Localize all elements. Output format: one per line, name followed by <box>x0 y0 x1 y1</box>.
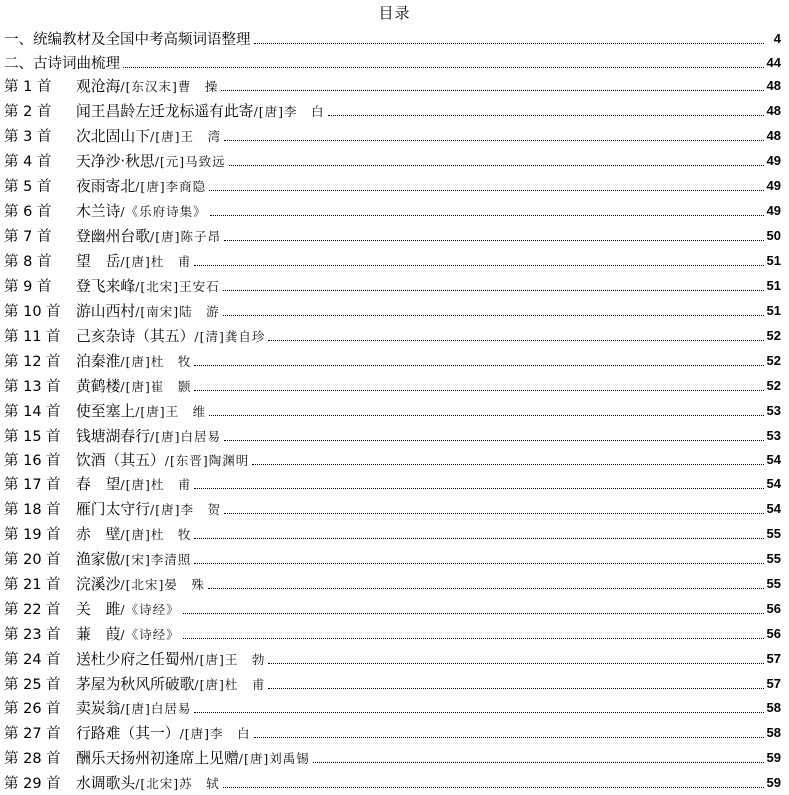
poem-number: 第 23 首 <box>4 626 61 643</box>
dot-leader <box>123 67 764 68</box>
toc-page-number: 56 <box>766 600 781 616</box>
dot-leader <box>224 240 764 241</box>
poem-author: /[唐]杜 甫 <box>120 253 192 269</box>
dot-leader <box>254 43 765 44</box>
toc-entry-poem-27[interactable] <box>4 721 781 743</box>
poem-number: 第 24 首 <box>4 651 61 668</box>
dot-leader <box>194 265 763 266</box>
poem-number: 第 26 首 <box>4 700 61 717</box>
toc-page-number: 49 <box>766 177 781 193</box>
toc-entry-poem-28[interactable] <box>4 746 781 768</box>
poem-entry <box>76 523 191 544</box>
dot-leader <box>268 688 763 689</box>
toc-page-number: 55 <box>766 550 781 566</box>
poem-title: 木兰诗 <box>76 202 121 220</box>
poem-author: /[唐]李商隐 <box>135 178 207 194</box>
poem-title: 游山西村 <box>76 302 136 320</box>
poem-author: /[唐]崔 颢 <box>120 378 192 394</box>
poem-number: 第 12 首 <box>4 353 61 370</box>
toc-entry-poem-8[interactable] <box>4 249 781 271</box>
poem-entry <box>76 250 191 271</box>
poem-title: 蒹 葭 <box>76 625 121 643</box>
poem-entry <box>76 200 207 221</box>
poem-author: /[唐]李 贺 <box>150 501 221 517</box>
toc-entry-poem-18[interactable] <box>4 497 781 519</box>
poem-title: 闻王昌龄左迁龙标遥有此寄 <box>76 102 254 120</box>
poem-number: 第 8 首 <box>4 253 52 270</box>
poem-title: 茅屋为秋风所破歌 <box>76 675 195 693</box>
dot-leader <box>224 140 764 141</box>
poem-title: 浣溪沙 <box>76 575 121 593</box>
poem-number: 第 25 首 <box>4 676 61 693</box>
dot-leader <box>252 464 763 465</box>
dot-leader <box>223 787 764 788</box>
toc-page-number: 48 <box>766 127 781 143</box>
toc-page-number: 49 <box>766 202 781 218</box>
poem-number: 第 6 首 <box>4 203 52 220</box>
toc-page-number: 54 <box>766 475 781 491</box>
poem-entry <box>76 473 191 494</box>
toc-page-number: 59 <box>766 749 781 765</box>
poem-number: 第 13 首 <box>4 378 61 395</box>
poem-title: 己亥杂诗（其五） <box>76 327 195 345</box>
dot-leader <box>194 488 763 489</box>
poem-entry <box>76 648 265 669</box>
poem-author: /[唐]白居易 <box>120 700 192 716</box>
poem-author: /[唐]王 勃 <box>194 651 266 667</box>
poem-entry <box>76 673 265 694</box>
poem-author: /[唐]杜 牧 <box>120 526 192 542</box>
toc-entry-poem-9[interactable] <box>4 274 781 296</box>
poem-title: 关 雎 <box>76 600 121 618</box>
poem-title: 观沧海 <box>76 77 121 95</box>
poem-number: 第 10 首 <box>4 303 61 320</box>
poem-title: 饮酒（其五） <box>76 451 165 469</box>
toc-entry-poem-10[interactable] <box>4 299 781 321</box>
poem-author: /[唐]王 湾 <box>150 128 221 144</box>
poem-author: /[东汉末]曹 操 <box>120 78 219 94</box>
dot-leader <box>194 365 763 366</box>
poem-title: 行路难（其一） <box>76 724 180 742</box>
poem-entry <box>76 598 180 619</box>
poem-entry <box>76 573 205 594</box>
toc-page-number: 55 <box>766 575 781 591</box>
toc-entry-poem-11[interactable] <box>4 324 781 346</box>
poem-entry <box>76 623 180 644</box>
toc-entry-poem-2[interactable] <box>4 99 781 121</box>
poem-author: /[唐]陈子昂 <box>150 228 221 244</box>
poem-entry <box>76 125 221 146</box>
poem-title: 赤 壁 <box>76 525 121 543</box>
poem-number: 第 2 首 <box>4 103 52 120</box>
toc-entry-poem-17[interactable] <box>4 472 781 494</box>
poem-title: 望 岳 <box>76 252 121 270</box>
toc-page-number: 51 <box>766 277 781 293</box>
poem-title: 使至塞上 <box>76 402 136 420</box>
toc-page-number: 52 <box>766 327 781 343</box>
toc-page-number: 48 <box>766 77 781 93</box>
toc-entry-poem-24[interactable] <box>4 647 781 669</box>
toc-entry-poem-13[interactable] <box>4 374 781 396</box>
toc-entry-poem-4[interactable] <box>4 149 781 171</box>
poem-entry <box>76 722 251 743</box>
toc-entry-poem-3[interactable] <box>4 124 781 146</box>
poem-number: 第 15 首 <box>4 428 61 445</box>
poem-title: 酬乐天扬州初逢席上见赠 <box>76 749 239 767</box>
poem-title: 水调歌头 <box>76 774 136 792</box>
poem-entry <box>76 275 220 296</box>
poem-number: 第 20 首 <box>4 551 61 568</box>
poem-author: /[唐]李 白 <box>179 725 251 741</box>
toc-page-number: 44 <box>766 54 781 70</box>
poem-number: 第 5 首 <box>4 178 52 195</box>
poem-number: 第 7 首 <box>4 228 52 245</box>
toc-entry-poem-1[interactable] <box>4 74 781 96</box>
poem-entry <box>76 772 220 793</box>
poem-author: /[北宋]苏 轼 <box>135 775 220 791</box>
poem-number: 第 29 首 <box>4 775 61 792</box>
dot-leader <box>328 115 764 116</box>
poem-entry <box>76 225 221 246</box>
toc-section-label: 一、统编教材及全国中考高频词语整理 <box>4 31 251 48</box>
toc-entry-poem-22[interactable] <box>4 597 781 619</box>
poem-number: 第 11 首 <box>4 328 61 345</box>
poem-entry <box>76 400 206 421</box>
poem-number: 第 22 首 <box>4 601 61 618</box>
toc-page-number: 59 <box>766 774 781 790</box>
poem-author: /[北宋]晏 殊 <box>120 576 205 592</box>
toc-page-number: 54 <box>766 500 781 516</box>
dot-leader <box>224 513 764 514</box>
poem-title: 登幽州台歌 <box>76 227 150 245</box>
poem-title: 卖炭翁 <box>76 699 121 717</box>
poem-entry <box>76 75 218 96</box>
poem-entry <box>76 350 191 371</box>
poem-title: 登飞来峰 <box>76 277 136 295</box>
poem-title: 雁门太守行 <box>76 500 150 518</box>
poem-author: /[唐]李 白 <box>253 103 325 119</box>
toc-page-number: 50 <box>766 227 781 243</box>
toc-section-label: 二、古诗词曲梳理 <box>4 55 120 72</box>
poem-author: /[唐]杜 甫 <box>120 476 192 492</box>
toc-page-number: 53 <box>766 427 781 443</box>
poem-author: /[唐]杜 牧 <box>120 353 192 369</box>
dot-leader <box>194 538 763 539</box>
toc-page-number: 58 <box>766 724 781 740</box>
toc-section-2[interactable] <box>4 51 781 73</box>
poem-author: /[清]龚自珍 <box>194 328 266 344</box>
toc-title: 目录 <box>378 4 411 22</box>
dot-leader <box>221 90 763 91</box>
dot-leader <box>268 663 763 664</box>
poem-title: 次北固山下 <box>76 127 150 145</box>
toc-entry-poem-14[interactable] <box>4 399 781 421</box>
poem-author: /《诗经》 <box>120 601 180 617</box>
dot-leader <box>229 165 764 166</box>
toc-entry-poem-12[interactable] <box>4 349 781 371</box>
poem-entry <box>76 175 206 196</box>
toc-page-number: 48 <box>766 102 781 118</box>
poem-entry <box>76 498 221 519</box>
toc-entry-poem-16[interactable] <box>4 448 781 470</box>
poem-title: 夜雨寄北 <box>76 177 136 195</box>
toc-entry-poem-15[interactable] <box>4 424 781 446</box>
dot-leader <box>313 762 764 763</box>
toc-entry-poem-20[interactable] <box>4 547 781 569</box>
poem-number: 第 28 首 <box>4 750 61 767</box>
toc-page-number: 57 <box>766 650 781 666</box>
poem-entry <box>76 325 265 346</box>
poem-author: /《乐府诗集》 <box>120 203 207 219</box>
dot-leader <box>183 638 764 639</box>
dot-leader <box>254 737 764 738</box>
toc-page-number: 56 <box>766 625 781 641</box>
poem-number: 第 9 首 <box>4 278 52 295</box>
poem-number: 第 21 首 <box>4 576 61 593</box>
poem-author: /[唐]杜 甫 <box>194 676 266 692</box>
poem-author: /[元]马致远 <box>154 153 226 169</box>
poem-number: 第 4 首 <box>4 153 52 170</box>
toc-entry-poem-25[interactable] <box>4 672 781 694</box>
dot-leader <box>223 315 764 316</box>
toc-page-number: 51 <box>766 302 781 318</box>
dot-leader <box>194 712 763 713</box>
poem-entry <box>76 150 226 171</box>
poem-title: 送杜少府之任蜀州 <box>76 650 195 668</box>
toc-section-1[interactable] <box>4 27 781 49</box>
poem-title: 钱塘湖春行 <box>76 427 150 445</box>
toc-page-number: 4 <box>773 30 781 46</box>
poem-number: 第 1 首 <box>4 78 52 95</box>
toc-page-number: 51 <box>766 252 781 268</box>
poem-entry <box>76 100 325 121</box>
poem-author: /《诗经》 <box>120 626 180 642</box>
poem-author: /[唐]白居易 <box>150 428 221 444</box>
poem-title: 黄鹤楼 <box>76 377 121 395</box>
toc-page-number: 58 <box>766 699 781 715</box>
poem-entry <box>76 697 191 718</box>
poem-number: 第 14 首 <box>4 403 61 420</box>
poem-title: 渔家傲 <box>76 550 121 568</box>
toc-entry-poem-21[interactable] <box>4 572 781 594</box>
dot-leader <box>183 613 764 614</box>
toc-page-number: 49 <box>766 152 781 168</box>
toc-page-number: 54 <box>766 451 781 467</box>
poem-entry <box>76 548 191 569</box>
poem-entry <box>76 425 221 446</box>
poem-entry <box>76 375 191 396</box>
poem-author: /[南宋]陆 游 <box>135 303 220 319</box>
poem-title: 天净沙·秋思 <box>76 152 155 170</box>
dot-leader <box>208 588 764 589</box>
dot-leader <box>268 340 763 341</box>
poem-number: 第 16 首 <box>4 452 61 469</box>
poem-number: 第 18 首 <box>4 501 61 518</box>
poem-entry <box>76 300 220 321</box>
poem-title: 春 望 <box>76 475 121 493</box>
poem-author: /[唐]刘禹锡 <box>238 750 310 766</box>
dot-leader <box>223 290 764 291</box>
poem-number: 第 19 首 <box>4 526 61 543</box>
poem-number: 第 3 首 <box>4 128 52 145</box>
toc-entry-poem-26[interactable] <box>4 696 781 718</box>
poem-author: /[宋]李清照 <box>120 551 192 567</box>
poem-number: 第 27 首 <box>4 725 61 742</box>
dot-leader <box>209 415 763 416</box>
toc-entry-poem-23[interactable] <box>4 622 781 644</box>
poem-entry <box>76 449 249 470</box>
toc-page-number: 52 <box>766 352 781 368</box>
poem-author: /[北宋]王安石 <box>135 278 220 294</box>
toc-page-number: 53 <box>766 402 781 418</box>
toc-page-number: 55 <box>766 525 781 541</box>
toc-entry-poem-29[interactable] <box>4 771 781 793</box>
poem-number: 第 17 首 <box>4 476 61 493</box>
toc-entry-poem-19[interactable] <box>4 522 781 544</box>
dot-leader <box>194 563 763 564</box>
toc-entry-poem-6[interactable] <box>4 199 781 221</box>
toc-page-number: 52 <box>766 377 781 393</box>
dot-leader <box>194 390 763 391</box>
poem-author: /[东晋]陶渊明 <box>164 452 250 468</box>
poem-author: /[唐]王 维 <box>135 403 207 419</box>
toc-entry-poem-7[interactable] <box>4 224 781 246</box>
poem-entry <box>76 747 310 768</box>
toc-entry-poem-5[interactable] <box>4 174 781 196</box>
dot-leader <box>224 440 764 441</box>
dot-leader <box>209 190 763 191</box>
dot-leader <box>210 215 764 216</box>
toc-page-number: 57 <box>766 675 781 691</box>
poem-title: 泊秦淮 <box>76 352 121 370</box>
